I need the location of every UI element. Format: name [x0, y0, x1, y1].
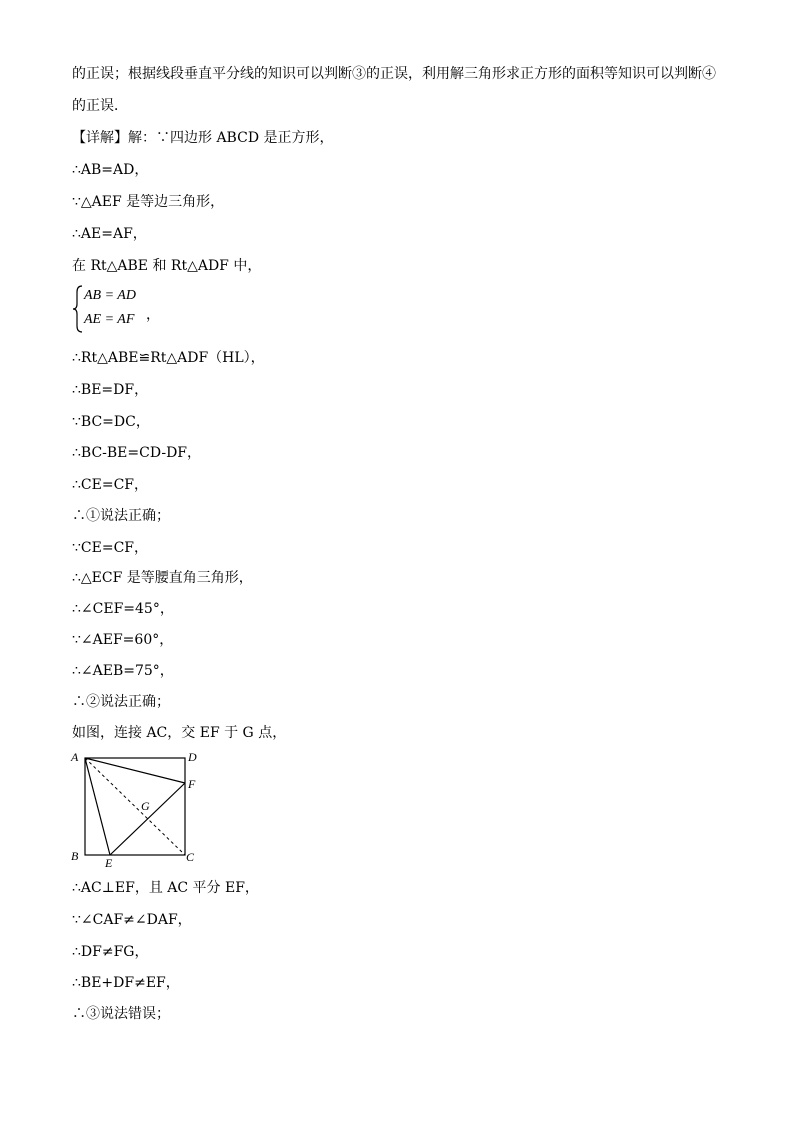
equation-tail: ， — [146, 307, 160, 323]
text-line: ∴AB=AD， — [72, 162, 149, 178]
text-line: ∴①说法正确； — [72, 508, 170, 524]
text-line: 在 Rt△ABE 和 Rt△ADF 中， — [72, 258, 262, 274]
text-line: ∴∠CEF=45°， — [72, 601, 174, 617]
diagonal-ac — [85, 758, 185, 855]
square-figure — [68, 748, 208, 872]
text-line: ∴AC⊥EF，且 AC 平分 EF， — [72, 880, 259, 896]
text-line: ∴Rt△ABE≌Rt△ADF（HL）， — [72, 350, 265, 366]
text-line: 的正误． — [72, 98, 128, 114]
label-f: F — [188, 777, 196, 791]
text-line: ∵BC=DC， — [72, 414, 150, 430]
label-e: E — [105, 856, 113, 870]
text-line: 【详解】解：∵四边形 ABCD 是正方形， — [72, 130, 334, 146]
text-line: ∴BE+DF≠EF， — [72, 975, 180, 991]
text-line: ∴②说法正确； — [72, 694, 170, 710]
text-line: ∴∠AEB=75°， — [72, 663, 174, 679]
text-line: 如图，连接 AC，交 EF 于 G 点， — [72, 725, 287, 741]
text-line: ∵∠AEF=60°， — [72, 632, 174, 648]
label-d: D — [188, 750, 197, 764]
label-c: C — [186, 850, 195, 864]
label-g: G — [141, 799, 150, 813]
text-line: ∴CE=CF， — [72, 477, 148, 493]
label-b: B — [71, 849, 79, 863]
equation-ae-af: AE = AF — [84, 312, 135, 327]
segment-af — [85, 758, 185, 783]
text-line: ∵CE=CF， — [72, 540, 148, 556]
label-a: A — [71, 750, 79, 764]
text-line: ∴BE=DF， — [72, 382, 149, 398]
equation-system — [72, 284, 162, 334]
text-line: ∴AE=AF， — [72, 226, 147, 242]
equation-ab-ad: AB = AD — [84, 288, 136, 303]
text-line: ∵∠CAF≠∠DAF， — [72, 912, 192, 928]
text-line: ∴③说法错误； — [72, 1006, 170, 1022]
text-line: ∴△ECF 是等腰直角三角形， — [72, 570, 253, 586]
text-line: ∴DF≠FG， — [72, 944, 149, 960]
text-line: ∴BC-BE=CD-DF， — [72, 445, 202, 461]
text-line: 的正误；根据线段垂直平分线的知识可以判断③的正误，利用解三角形求正方形的面积等知识可以判断④ — [72, 66, 716, 82]
segment-ae — [85, 758, 110, 855]
left-brace-icon — [72, 284, 84, 334]
text-line: ∵△AEF 是等边三角形， — [72, 194, 225, 210]
